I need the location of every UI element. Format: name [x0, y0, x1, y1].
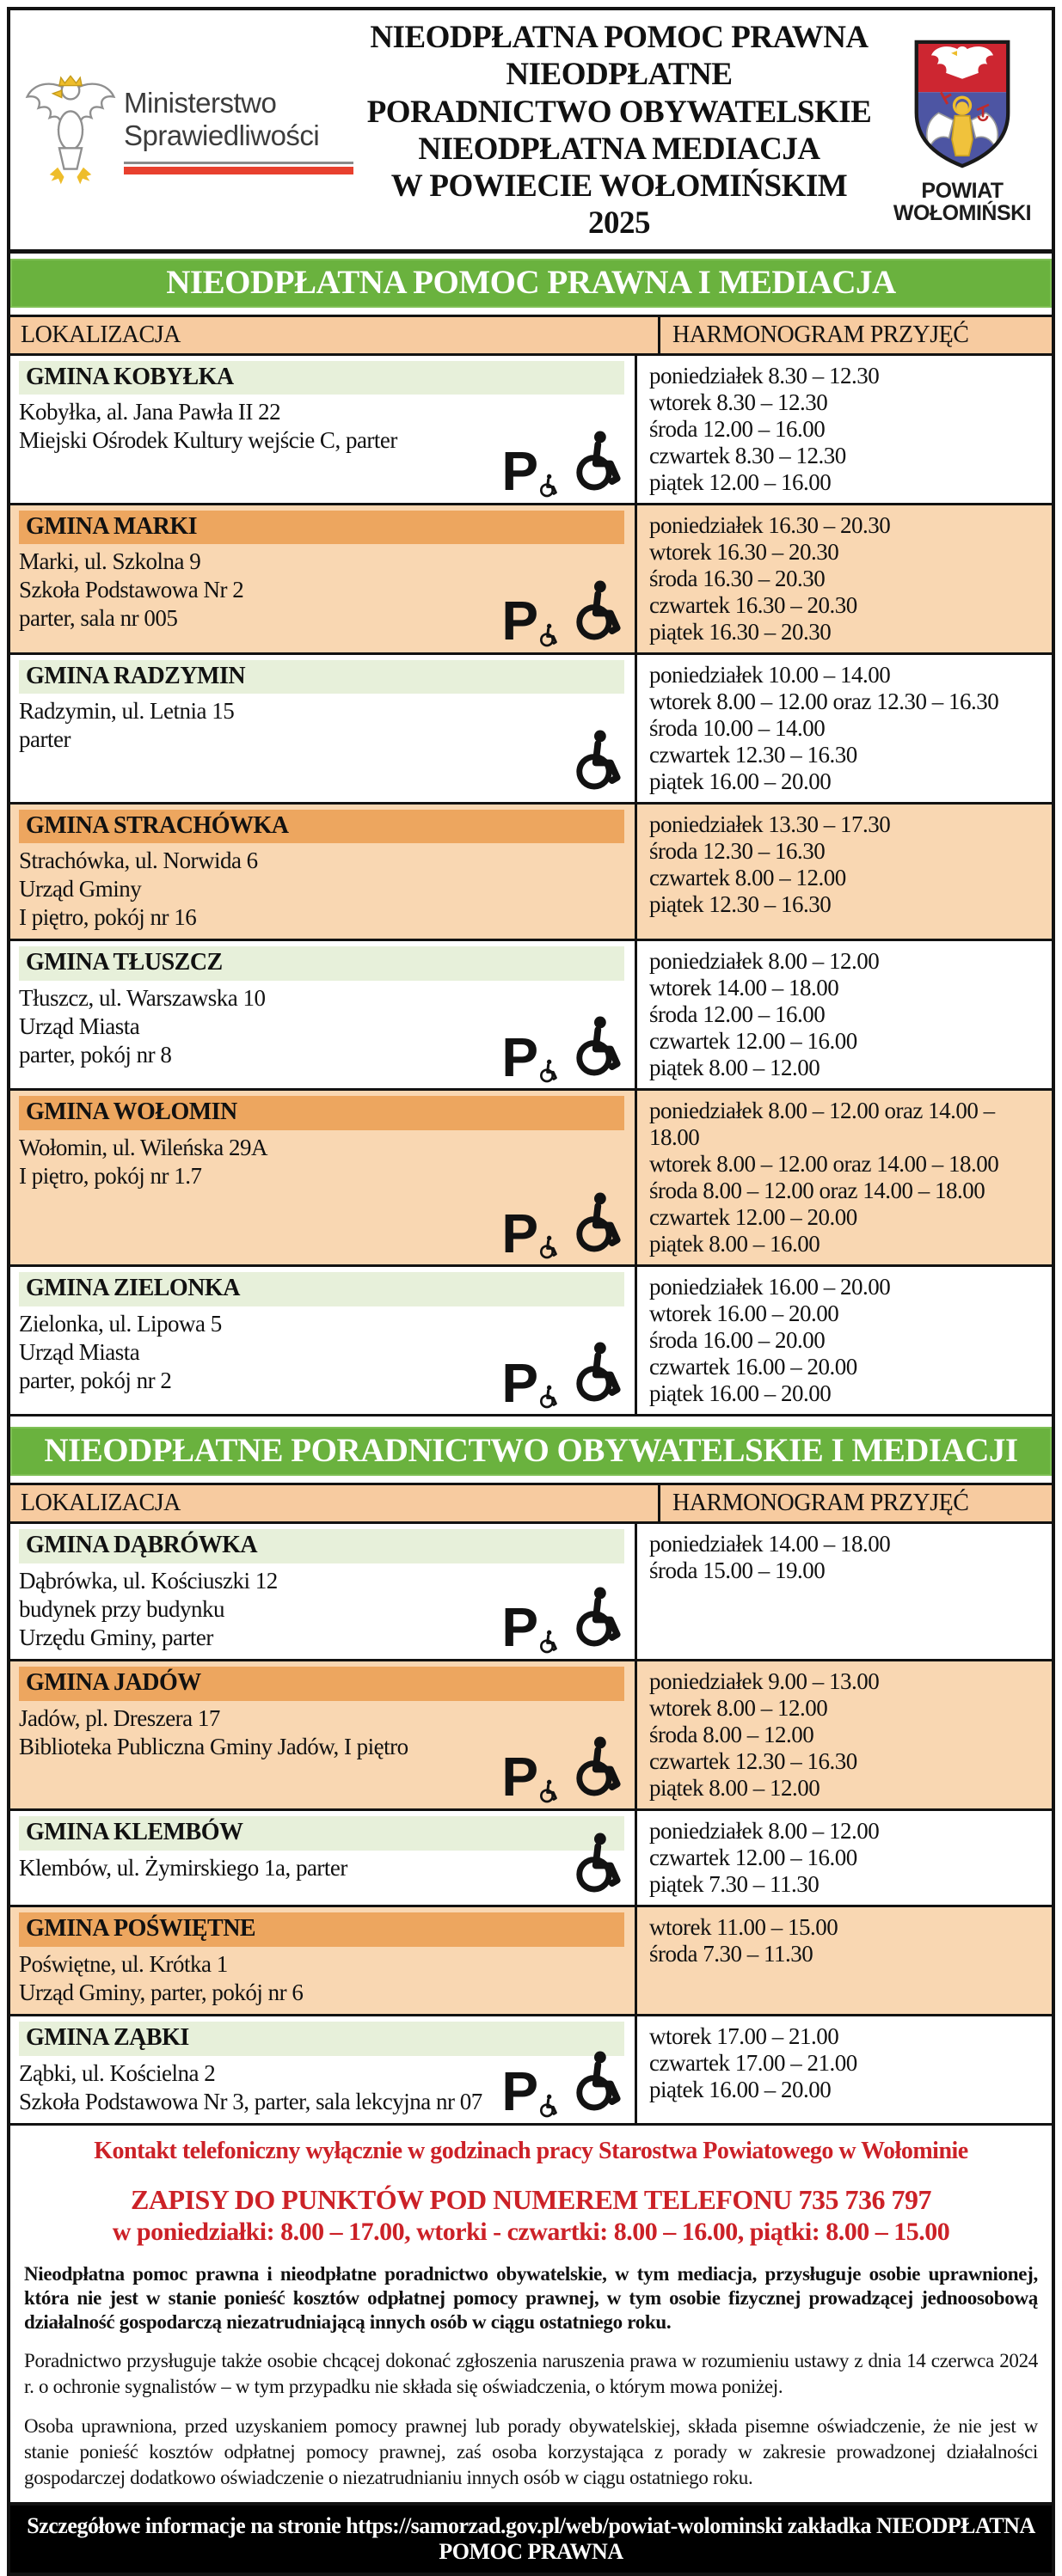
- address-line: Klembów, ul. Żymirskiego 1a, parter: [19, 1855, 347, 1882]
- address-line: parter, pokój nr 2: [19, 1368, 172, 1394]
- accessibility-icons: [568, 727, 621, 797]
- table-header: [10, 317, 1052, 353]
- schedule-line: wtorek 8.00 – 12.00 oraz 14.00 – 18.00: [649, 1151, 999, 1178]
- whistleblower-paragraph: Poradnictwo przysługuje także osobie chcącej dokonać zgłoszenia naruszenia prawa w rozumieniu ustawy z dnia 14 czerwca 2024 r. o ochronie sygnalistów – w tym przypadku nie składa się oświadczenia, o którym mowa poniżej.: [24, 2350, 1038, 2397]
- schedule-line: wtorek 8.00 – 12.00 oraz 12.30 – 16.30: [649, 688, 999, 714]
- wheelchair-icon: [568, 1584, 621, 1654]
- address-line: Biblioteka Publiczna Gminy Jadów, I piętro: [19, 1734, 408, 1760]
- table-legal-aid: [10, 315, 1052, 1417]
- schedule-cell: [637, 805, 1052, 939]
- schedule-line: czwartek 12.00 – 16.00: [649, 1845, 857, 1871]
- schedule-cell: [637, 1091, 1052, 1264]
- schedule-cell: [637, 941, 1052, 1088]
- polish-eagle-icon: [22, 65, 119, 195]
- schedule-line: czwartek 12.30 – 16.30: [649, 741, 857, 768]
- schedule-line: czwartek 16.30 – 20.30: [649, 591, 857, 618]
- address-line: Urząd Gminy: [19, 876, 142, 903]
- schedule-cell: [637, 356, 1052, 503]
- column-header-location: LOKALIZACJA: [10, 1485, 660, 1521]
- gmina-title: GMINA RADZYMIN: [19, 660, 624, 694]
- location-cell: [10, 1661, 637, 1808]
- location-cell: [10, 2016, 637, 2123]
- schedule-cell: [637, 505, 1052, 652]
- gmina-title: GMINA STRACHÓWKA: [19, 810, 624, 844]
- schedule-line: poniedziałek 10.00 – 14.00: [649, 661, 891, 688]
- section-banner-civic-counseling: NIEODPŁATNE PORADNICTWO OBYWATELSKIE I MEDIACJI: [10, 1427, 1052, 1476]
- schedule-line: poniedziałek 8.30 – 12.30: [649, 362, 880, 389]
- section-banner-legal-aid: NIEODPŁATNA POMOC PRAWNA I MEDIACJA: [10, 259, 1052, 308]
- accessibility-icons: [501, 2048, 621, 2123]
- location-cell: [10, 655, 637, 802]
- eligibility-paragraph: Nieodpłatna pomoc prawna i nieodpłatne poradnictwo obywatelskie, w tym mediacja, przysługuje osobie uprawnionej, która nie jest w stanie ponieść kosztów odpłatnej pomocy prawnej, w tym osobie fizycznej prowadzącej jednoosobową działalność gospodarczą niezatrudniającą innych osób w ciągu ostatniego roku.: [24, 2262, 1038, 2333]
- title-line: W POWIECIE WOŁOMIŃSKIM 2025: [390, 168, 848, 242]
- coat-caption-line1: POWIAT: [921, 179, 1004, 204]
- schedule-line: środa 7.30 – 11.30: [649, 1941, 813, 1967]
- gmina-title: GMINA KOBYŁKA: [19, 361, 624, 395]
- table-row: [10, 1808, 1052, 1905]
- accessible-parking-icon: P: [501, 1601, 554, 1654]
- gmina-title: GMINA MARKI: [19, 511, 624, 545]
- contact-note: Kontakt telefoniczny wyłącznie w godzinach pracy Starostwa Powiatowego w Wołominie: [94, 2137, 968, 2164]
- table-header: [10, 1485, 1052, 1521]
- ministry-logo: [22, 65, 353, 195]
- location-cell: [10, 1811, 637, 1905]
- table-civic-counseling: [10, 1483, 1052, 2125]
- title-line: NIEODPŁATNA MEDIACJA: [418, 131, 820, 167]
- schedule-cell: [637, 2016, 1052, 2123]
- schedule-line: wtorek 17.00 – 21.00: [649, 2023, 839, 2050]
- address-line: parter, sala nr 005: [19, 605, 178, 632]
- address-line: budynek przy budynku: [19, 1596, 224, 1623]
- accessible-parking-icon: P: [501, 2065, 554, 2118]
- table-row: [10, 503, 1052, 652]
- header: [10, 10, 1052, 254]
- schedule-line: poniedziałek 16.00 – 20.00: [649, 1274, 891, 1300]
- coat-of-arms-icon: [905, 161, 1019, 175]
- schedule-cell: [637, 1907, 1052, 2014]
- address-line: Szkoła Podstawowa Nr 3, parter, sala lekcyjna nr 07: [19, 2088, 482, 2114]
- schedule-line: poniedziałek 8.00 – 12.00: [649, 948, 880, 975]
- location-cell: [10, 1267, 637, 1414]
- table-row: [10, 1521, 1052, 1659]
- ministry-name-line2: Sprawiedliwości: [124, 119, 320, 152]
- accessible-parking-icon: P: [501, 1031, 554, 1084]
- table-row: [10, 353, 1052, 503]
- schedule-line: czwartek 12.30 – 16.30: [649, 1748, 857, 1775]
- accessibility-icons: [501, 1584, 621, 1659]
- accessible-parking-icon: P: [501, 1751, 554, 1803]
- schedule-line: czwartek 12.00 – 16.00: [649, 1028, 857, 1055]
- wheelchair-icon: [568, 1830, 621, 1900]
- schedule-line: środa 12.00 – 16.00: [649, 415, 826, 442]
- address-line: Strachówka, ul. Norwida 6: [19, 847, 258, 874]
- poster: [7, 7, 1055, 2576]
- table-row: [10, 652, 1052, 802]
- address-line: I piętro, pokój nr 1.7: [19, 1163, 202, 1190]
- schedule-cell: [637, 1811, 1052, 1905]
- declaration-paragraph: Osoba uprawniona, przed uzyskaniem pomocy prawnej lub porady obywatelskiej, składa pisemne oświadczenie, że nie jest w stanie ponieść kosztów odpłatnej pomocy prawnej, zaś osoba korzystająca z porady w zakresie prowadzonej działalności gospodarczej dodatkowo oświadczenie o niezatrudnianiu innych osób w ciągu ostatniego roku.: [24, 2414, 1038, 2488]
- title-line: NIEODPŁATNE: [506, 57, 733, 93]
- schedule-line: piątek 8.00 – 16.00: [649, 1231, 820, 1257]
- table-row: [10, 2014, 1052, 2123]
- schedule-line: czwartek 8.00 – 12.00: [649, 864, 846, 890]
- table-row: [10, 1905, 1052, 2014]
- gmina-title: GMINA DĄBRÓWKA: [19, 1529, 624, 1563]
- address-line: Miejski Ośrodek Kultury wejście C, parter: [19, 427, 397, 454]
- schedule-line: czwartek 12.00 – 20.00: [649, 1204, 857, 1231]
- ministry-brand-lines: [124, 162, 353, 174]
- phone-registration-line: ZAPISY DO PUNKTÓW POD NUMEREM TELEFONU 735 736 797: [131, 2183, 931, 2215]
- address-line: Urząd Miasta: [19, 1339, 140, 1366]
- wheelchair-icon: [568, 1734, 621, 1803]
- table-row: [10, 1088, 1052, 1264]
- column-header-schedule: HARMONOGRAM PRZYJĘĆ: [672, 321, 969, 348]
- schedule-line: piątek 16.00 – 20.00: [649, 1380, 832, 1407]
- address-line: parter: [19, 726, 71, 753]
- gmina-title: GMINA JADÓW: [19, 1667, 624, 1701]
- schedule-line: poniedziałek 16.30 – 20.30: [649, 511, 891, 538]
- schedule-line: piątek 16.30 – 20.30: [649, 618, 832, 645]
- schedule-cell: [637, 655, 1052, 802]
- schedule-line: środa 8.00 – 12.00 oraz 14.00 – 18.00: [649, 1178, 985, 1204]
- address-line: Urząd Miasta: [19, 1013, 140, 1040]
- accessible-parking-icon: P: [501, 1357, 554, 1410]
- accessibility-icons: [501, 1339, 621, 1414]
- accessibility-icons: [568, 1830, 621, 1900]
- address-line: Tłuszcz, ul. Warszawska 10: [19, 985, 266, 1012]
- wheelchair-icon: [568, 578, 621, 647]
- gmina-title: GMINA TŁUSZCZ: [19, 946, 624, 981]
- accessibility-icons: [501, 1013, 621, 1088]
- address-line: I piętro, pokój nr 16: [19, 904, 197, 931]
- schedule-cell: [637, 1267, 1052, 1414]
- address-block: [19, 1854, 624, 1882]
- table-row: [10, 939, 1052, 1088]
- gmina-title: GMINA ZIELONKA: [19, 1272, 624, 1306]
- schedule-line: środa 10.00 – 14.00: [649, 714, 826, 741]
- schedule-line: czwartek 16.00 – 20.00: [649, 1354, 857, 1380]
- schedule-line: poniedziałek 13.30 – 17.30: [649, 811, 891, 837]
- address-line: Urzędu Gminy, parter: [19, 1625, 213, 1651]
- address-line: Wołomin, ul. Wileńska 29A: [19, 1135, 267, 1161]
- gmina-title: GMINA POŚWIĘTNE: [19, 1912, 624, 1947]
- column-header-location: LOKALIZACJA: [10, 317, 660, 353]
- location-cell: [10, 805, 637, 939]
- schedule-line: piątek 16.00 – 20.00: [649, 2077, 832, 2103]
- accessibility-icons: [501, 1734, 621, 1808]
- schedule-line: piątek 12.00 – 16.00: [649, 468, 832, 495]
- address-line: Zielonka, ul. Lipowa 5: [19, 1311, 222, 1337]
- address-line: Poświętne, ul. Krótka 1: [19, 1951, 228, 1978]
- table-row: [10, 1659, 1052, 1808]
- location-cell: [10, 941, 637, 1088]
- schedule-line: poniedziałek 14.00 – 18.00: [649, 1531, 891, 1557]
- schedule-line: piątek 16.00 – 20.00: [649, 768, 832, 794]
- schedule-line: wtorek 14.00 – 18.00: [649, 975, 839, 1001]
- address-line: Dąbrówka, ul. Kościuszki 12: [19, 1568, 278, 1594]
- accessibility-icons: [501, 578, 621, 652]
- wheelchair-icon: [568, 1013, 621, 1083]
- location-cell: [10, 356, 637, 503]
- table-row: [10, 1264, 1052, 1414]
- wheelchair-icon: [568, 428, 621, 498]
- accessible-parking-icon: P: [501, 595, 554, 647]
- schedule-line: wtorek 11.00 – 15.00: [649, 1914, 838, 1941]
- title-line: NIEODPŁATNA POMOC PRAWNA: [370, 20, 869, 55]
- schedule-line: wtorek 8.30 – 12.30: [649, 389, 828, 415]
- accessible-parking-icon: P: [501, 1208, 554, 1260]
- schedule-cell: [637, 1524, 1052, 1659]
- address-line: Szkoła Podstawowa Nr 2: [19, 577, 244, 603]
- column-header-schedule: HARMONOGRAM PRZYJĘĆ: [672, 1490, 969, 1517]
- accessibility-icons: [501, 428, 621, 502]
- schedule-line: wtorek 8.00 – 12.00: [649, 1695, 828, 1722]
- schedule-line: piątek 8.00 – 12.00: [649, 1775, 820, 1802]
- address-block: [19, 1134, 624, 1190]
- gmina-title: GMINA WOŁOMIN: [19, 1096, 624, 1130]
- schedule-cell: [637, 1661, 1052, 1808]
- schedule-line: poniedziałek 8.00 – 12.00 oraz 14.00 – 18.00: [649, 1098, 995, 1151]
- footer: [10, 2126, 1052, 2491]
- address-line: Ząbki, ul. Kościelna 2: [19, 2059, 216, 2086]
- schedule-line: środa 12.30 – 16.30: [649, 837, 826, 864]
- wheelchair-icon: [568, 2048, 621, 2118]
- schedule-line: piątek 12.30 – 16.30: [649, 890, 832, 917]
- schedule-line: środa 15.00 – 19.00: [649, 1557, 826, 1584]
- address-block: [19, 1950, 624, 2007]
- schedule-line: środa 16.30 – 20.30: [649, 565, 826, 591]
- schedule-line: czwartek 8.30 – 12.30: [649, 442, 846, 468]
- title-line: PORADNICTWO OBYWATELSKIE: [366, 94, 872, 130]
- ministry-name-line1: Ministerstwo: [124, 87, 277, 119]
- address-block: [19, 847, 624, 932]
- location-cell: [10, 1907, 637, 2014]
- phone-hours-line: w poniedziałki: 8.00 – 17.00, wtorki - czwartki: 8.00 – 16.00, piątki: 8.00 – 15.00: [112, 2217, 950, 2246]
- address-line: Urząd Gminy, parter, pokój nr 6: [19, 1979, 304, 2006]
- schedule-line: wtorek 16.30 – 20.30: [649, 538, 839, 565]
- address-line: Marki, ul. Szkolna 9: [19, 548, 201, 575]
- schedule-line: piątek 8.00 – 12.00: [649, 1055, 820, 1081]
- gmina-title: GMINA KLEMBÓW: [19, 1816, 624, 1851]
- schedule-line: środa 8.00 – 12.00: [649, 1722, 814, 1748]
- schedule-line: wtorek 16.00 – 20.00: [649, 1300, 839, 1327]
- schedule-line: czwartek 17.00 – 21.00: [649, 2050, 857, 2077]
- poster-title: [353, 19, 885, 242]
- county-coat-of-arms: [885, 36, 1040, 225]
- location-cell: [10, 1091, 637, 1264]
- table-row: [10, 802, 1052, 939]
- schedule-line: poniedziałek 9.00 – 13.00: [649, 1668, 880, 1695]
- wheelchair-icon: [568, 1339, 621, 1409]
- website-info-bar: Szczegółowe informacje na stronie https://samorzad.gov.pl/web/powiat-wolominski zakładka NIEODPŁATNA POMOC PRAWNA: [10, 2502, 1052, 2573]
- schedule-line: środa 16.00 – 20.00: [649, 1327, 826, 1354]
- coat-caption-line2: WOŁOMIŃSKI: [893, 201, 1032, 226]
- address-line: parter, pokój nr 8: [19, 1042, 172, 1068]
- gmina-title: GMINA ZĄBKI: [19, 2022, 624, 2056]
- location-cell: [10, 1524, 637, 1659]
- location-cell: [10, 505, 637, 652]
- schedule-line: poniedziałek 8.00 – 12.00: [649, 1818, 880, 1845]
- address-line: Jadów, pl. Dreszera 17: [19, 1705, 220, 1732]
- accessibility-icons: [501, 1190, 621, 1264]
- schedule-line: środa 12.00 – 16.00: [649, 1001, 826, 1028]
- accessible-parking-icon: P: [501, 445, 554, 498]
- schedule-line: piątek 7.30 – 11.30: [649, 1871, 820, 1898]
- address-block: [19, 697, 624, 754]
- address-line: Radzymin, ul. Letnia 15: [19, 698, 235, 725]
- wheelchair-icon: [568, 1190, 621, 1259]
- address-line: Kobyłka, al. Jana Pawła II 22: [19, 399, 281, 425]
- wheelchair-icon: [568, 727, 621, 797]
